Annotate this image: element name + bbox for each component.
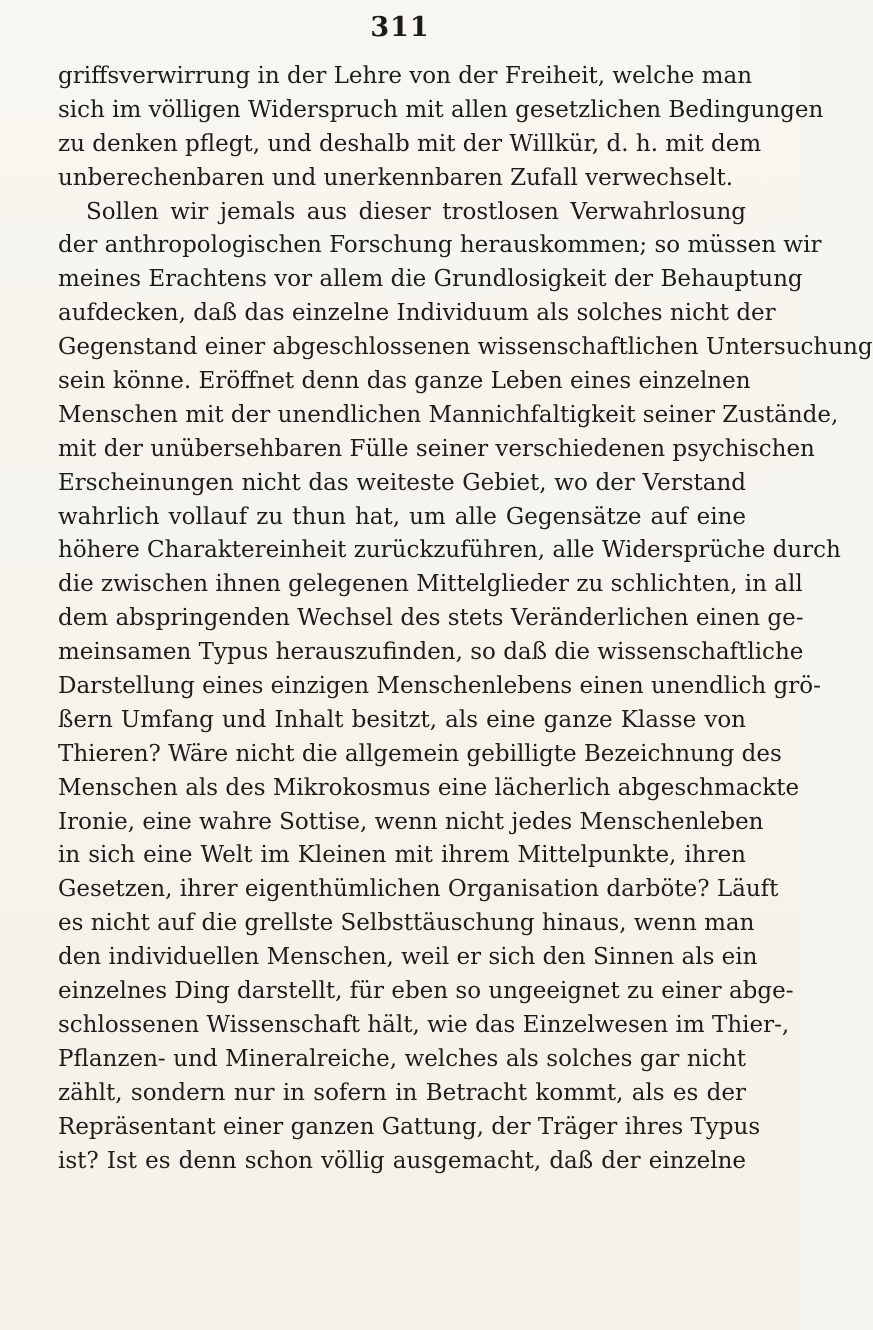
text-line: in sich eine Welt im Kleinen mit ihrem Mittelpunkte, ihren [58,842,746,869]
text-line: zu denken pflegt, und deshalb mit der Willkür, d. h. mit dem [58,130,762,157]
text-line: zählt, sondern nur in sofern in Betracht kommt, als es der [58,1079,746,1106]
text-line: Menschen als des Mikrokosmus eine lächerlich abgeschmackte [58,774,800,801]
body-text [58,60,873,1178]
text-line: dem abspringenden Wechsel des stets Veränderlichen einen ge- [58,605,804,632]
text-line: der anthropologischen Forschung herauskommen; so müssen wir [58,232,822,259]
text-line: aufdecken, daß das einzelne Individuum als solches nicht der [58,300,776,327]
text-line: Ironie, eine wahre Sottise, wenn nicht jedes Menschenleben [58,808,764,835]
text-line: griffsverwirrung in der Lehre von der Freiheit, welche man [58,63,753,89]
text-line: sein könne. Eröffnet denn das ganze Leben eines einzelnen [58,368,751,395]
page-number: 311 [370,12,430,43]
text-line: einzelnes Ding darstellt, für eben so ungeeignet zu einer abge- [58,978,794,1005]
text-line: Thieren? Wäre nicht die allgemein gebilligte Bezeichnung des [58,740,782,767]
text-line: Erscheinungen nicht das weiteste Gebiet, wo der Verstand [58,469,746,496]
text-line: Gesetzen, ihrer eigenthümlichen Organisation darböte? Läuft [58,876,779,903]
text-line: sich im völligen Widerspruch mit allen gesetzlichen Bedingungen [58,96,824,123]
text-line: meines Erachtens vor allem die Grundlosigkeit der Behauptung [58,266,803,293]
text-line: unberechenbaren und unerkennbaren Zufall verwechselt. [58,164,734,191]
text-line: den individuellen Menschen, weil er sich den Sinnen als ein [58,944,758,971]
text-line: schlossenen Wissenschaft hält, wie das Einzelwesen im Thier-, [58,1011,790,1038]
text-line: ist? Ist es denn schon völlig ausgemacht, daß der einzelne [58,1147,746,1174]
text-line: wahrlich vollauf zu thun hat, um alle Gegensätze auf eine [58,503,746,530]
text-line: ßern Umfang und Inhalt besitzt, als eine ganze Klasse von [58,706,746,733]
text-line: Menschen mit der unendlichen Mannichfaltigkeit seiner Zustände, [58,401,839,428]
text-line: Pflanzen- und Mineralreiche, welches als solches gar nicht [58,1045,746,1072]
text-line: Sollen wir jemals aus dieser trostlosen Verwahrlosung [86,198,746,225]
text-line: meinsamen Typus herauszufinden, so daß die wissenschaftliche [58,639,804,666]
text-line: Darstellung eines einzigen Menschenlebens einen unendlich grö- [58,673,821,700]
text-line: die zwischen ihnen gelegenen Mittelglieder zu schlichten, in all [58,571,803,598]
text-line: höhere Charaktereinheit zurückzuführen, alle Widersprüche durch [58,537,841,564]
text-line: mit der unübersehbaren Fülle seiner verschiedenen psychischen [58,435,815,462]
text-line: Gegenstand einer abgeschlossenen wissenschaftlichen Untersuchung [58,334,873,361]
text-line: Repräsentant einer ganzen Gattung, der Träger ihres Typus [58,1113,761,1140]
text-line: es nicht auf die grellste Selbsttäuschung hinaus, wenn man [58,910,755,937]
